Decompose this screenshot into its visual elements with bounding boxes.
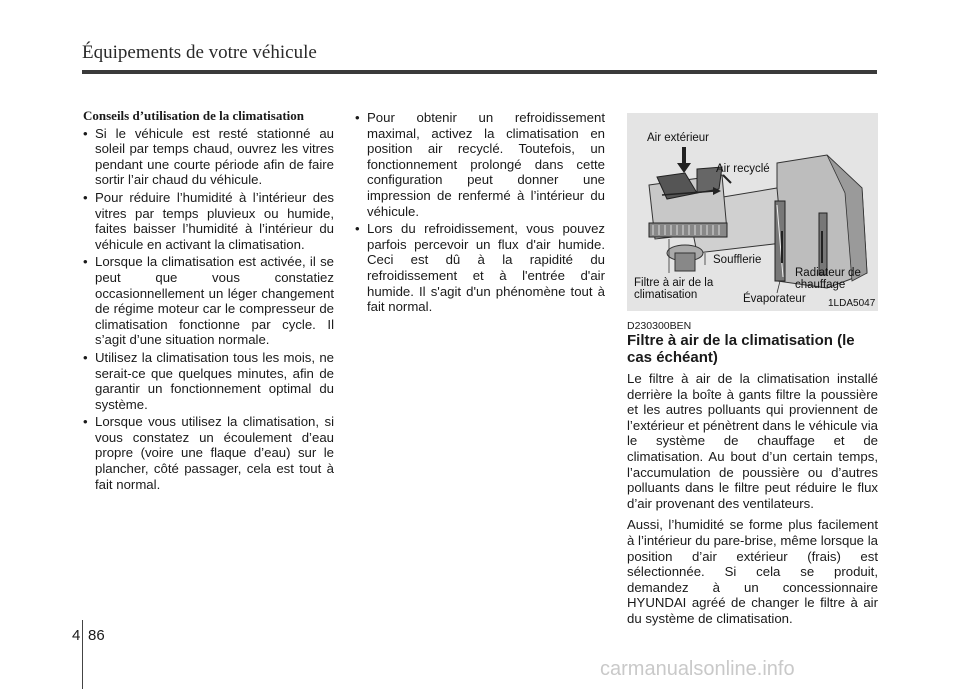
- footer-divider: [82, 620, 83, 689]
- section-title: Filtre à air de la climatisation (le cas échéant): [627, 332, 855, 366]
- section-body: [627, 371, 878, 633]
- figure-code: 1LDA5047: [828, 298, 876, 309]
- label-radiateur: Radiateur de chauffage: [795, 267, 861, 291]
- tips-list: [83, 126, 334, 493]
- label-air-exterieur: Air extérieur: [647, 132, 709, 144]
- list-item: • Utilisez la climatisation tous les mois, ne serait-ce que quelques minutes, afin de garantir un fonctionnement optimal du système.: [83, 350, 334, 412]
- list-item: • Lors du refroidissement, vous pouvez parfois percevoir un flux d'air humide. Ceci est dû à la rapidité du refroidissement et à l'entrée d'air humide. Il s'agit d'un phénomène tout à fait normal.: [355, 221, 605, 315]
- label-air-recycle: Air recyclé: [716, 163, 770, 175]
- label-filtre: Filtre à air de la climatisation: [634, 277, 714, 301]
- label-soufflerie: Soufflerie: [713, 254, 762, 266]
- column-1: [83, 108, 334, 494]
- list-item: • Si le véhicule est resté stationné au soleil par temps chaud, ouvrez les vitres pendant une courte période afin de faire sortir l’air chaud du véhicule.: [83, 126, 334, 188]
- list-item: • Lorsque la climatisation est activée, il se peut que vous constatiez occasionnellement un léger changement de régime moteur car le compresseur de climatisation fonctionne par cycle. Il s’agit d’une situation normale.: [83, 254, 334, 348]
- page-header-title: Équipements de votre véhicule: [82, 42, 317, 63]
- watermark: carmanualsonline.info: [600, 658, 795, 680]
- header-rule: [82, 70, 877, 74]
- tips-list-continued: [355, 110, 605, 315]
- paragraph: Aussi, l’humidité se forme plus facilement à l’intérieur du pare-brise, même lorsque la position d’air extérieur (frais) est sélectionnée. Si cela se produit, demandez à un concessionnaire HYUNDAI agréé de changer le filtre à air du système de climatisation.: [627, 517, 878, 626]
- list-item: • Pour obtenir un refroidissement maximal, activez la climatisation en position air recyclé. Toutefois, un fonctionnement prolongé dans cette configuration peut donner une impression de renfermé à l’intérieur du véhicule.: [355, 110, 605, 219]
- list-item: • Lorsque vous utilisez la climatisation, si vous constatez un écoulement d’eau propre (voire une flaque d’eau) sur le plancher, côté passager, cela est tout à fait normal.: [83, 414, 334, 492]
- list-item: • Pour réduire l’humidité à l’intérieur des vitres par temps pluvieux ou humide, faites baisser l’humidité à l’intérieur du véhicule en activant la climatisation.: [83, 190, 334, 252]
- section-heading: Conseils d’utilisation de la climatisation: [83, 108, 305, 123]
- chapter-number: 4: [72, 627, 81, 644]
- label-evaporateur: Évaporateur: [743, 293, 806, 305]
- paragraph: Le filtre à air de la climatisation installé derrière la boîte à gants filtre la poussière et les autres polluants qui proviennent de l’extérieur et pénètrent dans le véhicule via le système de chauffage et de climatisation. Au bout d’un certain temps, l’accumulation de poussière ou d’autres polluants dans le filtre peut réduire le flux d’air provenant des ventilateurs.: [627, 371, 878, 511]
- column-2: [355, 110, 605, 317]
- section-code: D230300BEN: [627, 320, 692, 332]
- page-number: 86: [88, 627, 105, 644]
- hvac-diagram: [627, 113, 878, 311]
